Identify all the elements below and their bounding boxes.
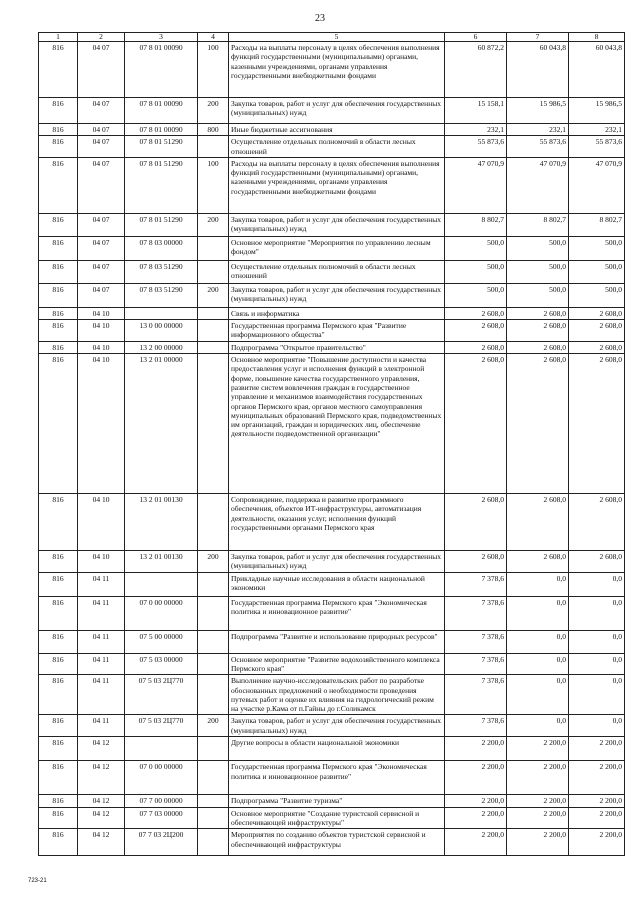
cell-c6: 55 873,6 — [445, 136, 507, 158]
cell-c3: 07 8 01 00090 — [125, 124, 198, 136]
cell-c6: 232,1 — [445, 124, 507, 136]
cell-c8: 2 200,0 — [569, 795, 625, 807]
cell-c1: 816 — [39, 807, 78, 829]
table-row — [39, 98, 625, 124]
cell-c1: 816 — [39, 341, 78, 353]
cell-c3: 07 5 03 00000 — [125, 653, 198, 675]
cell-c6: 2 608,0 — [445, 551, 507, 573]
cell-c6: 2 608,0 — [445, 354, 507, 494]
cell-c8: 0,0 — [569, 675, 625, 715]
cell-c4: 800 — [198, 124, 229, 136]
cell-c4 — [198, 737, 229, 761]
cell-c8: 55 873,6 — [569, 136, 625, 158]
table-row — [39, 494, 625, 551]
cell-c3: 13 0 00 00000 — [125, 320, 198, 342]
cell-c3: 13 2 01 00130 — [125, 494, 198, 551]
cell-c1: 816 — [39, 795, 78, 807]
cell-c5: Подпрограмма "Развитие туризма" — [229, 795, 445, 807]
cell-c2: 04 12 — [78, 737, 125, 761]
cell-c5: Закупка товаров, работ и услуг для обеспечения государственных (муниципальных) нужд — [229, 98, 445, 124]
cell-c2: 04 11 — [78, 596, 125, 630]
cell-c6: 47 070,9 — [445, 157, 507, 213]
cell-c6: 2 200,0 — [445, 761, 507, 795]
cell-c4 — [198, 260, 229, 283]
cell-c7: 2 608,0 — [507, 320, 569, 342]
cell-c2: 04 12 — [78, 761, 125, 795]
cell-c5: Осуществление отдельных полномочий в области лесных отношений — [229, 136, 445, 158]
cell-c5: Основное мероприятие "Мероприятия по управлению лесным фондом" — [229, 236, 445, 260]
cell-c3: 07 8 01 51290 — [125, 213, 198, 236]
cell-c1: 816 — [39, 124, 78, 136]
cell-c7: 232,1 — [507, 124, 569, 136]
cell-c3: 07 8 03 00000 — [125, 236, 198, 260]
cell-c3: 07 7 03 2Ц200 — [125, 829, 198, 856]
cell-c1: 816 — [39, 596, 78, 630]
cell-c6: 2 200,0 — [445, 737, 507, 761]
table-row — [39, 572, 625, 596]
cell-c1: 816 — [39, 572, 78, 596]
cell-c3: 07 0 00 00000 — [125, 596, 198, 630]
cell-c6: 7 378,6 — [445, 715, 507, 737]
cell-c1: 816 — [39, 98, 78, 124]
cell-c5: Государственная программа Пермского края "Экономическая политика и инновационное развитие" — [229, 761, 445, 795]
cell-c7: 2 608,0 — [507, 494, 569, 551]
cell-c8: 500,0 — [569, 260, 625, 283]
cell-c2: 04 07 — [78, 236, 125, 260]
cell-c8: 2 200,0 — [569, 737, 625, 761]
cell-c4 — [198, 807, 229, 829]
cell-c2: 04 10 — [78, 551, 125, 573]
cell-c4: 200 — [198, 715, 229, 737]
table-row — [39, 596, 625, 630]
cell-c3: 07 8 01 51290 — [125, 136, 198, 158]
cell-c6: 7 378,6 — [445, 572, 507, 596]
table-row — [39, 42, 625, 98]
cell-c4 — [198, 829, 229, 856]
cell-c2: 04 12 — [78, 807, 125, 829]
cell-c2: 04 12 — [78, 829, 125, 856]
cell-c8: 0,0 — [569, 630, 625, 653]
table-row — [39, 236, 625, 260]
table-row — [39, 260, 625, 283]
cell-c5: Закупка товаров, работ и услуг для обеспечения государственных (муниципальных) нужд — [229, 551, 445, 573]
table-row — [39, 136, 625, 158]
cell-c6: 7 378,6 — [445, 675, 507, 715]
cell-c6: 500,0 — [445, 236, 507, 260]
column-header: 5 — [229, 33, 445, 42]
cell-c7: 2 200,0 — [507, 807, 569, 829]
cell-c1: 816 — [39, 715, 78, 737]
cell-c2: 04 07 — [78, 213, 125, 236]
cell-c7: 500,0 — [507, 236, 569, 260]
table-row — [39, 807, 625, 829]
cell-c7: 0,0 — [507, 675, 569, 715]
cell-c1: 816 — [39, 236, 78, 260]
cell-c4 — [198, 630, 229, 653]
cell-c1: 816 — [39, 320, 78, 342]
cell-c5: Основное мероприятие "Развитие водохозяйственного комплекса Пермского края" — [229, 653, 445, 675]
cell-c3 — [125, 572, 198, 596]
cell-c8: 0,0 — [569, 715, 625, 737]
cell-c5: Прикладные научные исследования в области национальной экономики — [229, 572, 445, 596]
cell-c8: 232,1 — [569, 124, 625, 136]
cell-c8: 8 802,7 — [569, 213, 625, 236]
table-row — [39, 715, 625, 737]
cell-c7: 2 608,0 — [507, 341, 569, 353]
cell-c4 — [198, 236, 229, 260]
cell-c3: 13 2 01 00130 — [125, 551, 198, 573]
cell-c2: 04 11 — [78, 572, 125, 596]
cell-c6: 8 802,7 — [445, 213, 507, 236]
cell-c6: 7 378,6 — [445, 630, 507, 653]
cell-c2: 04 10 — [78, 494, 125, 551]
cell-c2: 04 10 — [78, 341, 125, 353]
cell-c2: 04 07 — [78, 260, 125, 283]
budget-table — [38, 32, 625, 856]
cell-c2: 04 07 — [78, 124, 125, 136]
cell-c6: 2 200,0 — [445, 829, 507, 856]
table-row — [39, 829, 625, 856]
cell-c7: 0,0 — [507, 630, 569, 653]
cell-c2: 04 11 — [78, 653, 125, 675]
cell-c4: 100 — [198, 157, 229, 213]
cell-c8: 2 200,0 — [569, 807, 625, 829]
table-row — [39, 653, 625, 675]
cell-c4: 200 — [198, 98, 229, 124]
cell-c2: 04 07 — [78, 136, 125, 158]
cell-c1: 816 — [39, 675, 78, 715]
cell-c4 — [198, 136, 229, 158]
cell-c7: 0,0 — [507, 653, 569, 675]
cell-c5: Выполнение научно-исследовательских работ по разработке обоснованных предложений о необходимости проведения путевых работ и оценке их влияния на гидрологический режим на участке р.Кама от п.Гайны до г.Соликамск — [229, 675, 445, 715]
cell-c2: 04 07 — [78, 157, 125, 213]
cell-c3 — [125, 307, 198, 319]
cell-c4 — [198, 354, 229, 494]
column-header: 4 — [198, 33, 229, 42]
cell-c1: 816 — [39, 307, 78, 319]
table-row — [39, 320, 625, 342]
cell-c5: Сопровождение, поддержка и развитие программного обеспечения, объектов ИТ-инфраструктуры, автоматизация деятельности, оказания услуг, исполнения функций государственными органами Пермского края — [229, 494, 445, 551]
cell-c7: 8 802,7 — [507, 213, 569, 236]
table-row — [39, 283, 625, 307]
cell-c1: 816 — [39, 213, 78, 236]
cell-c5: Основное мероприятие "Создание туристской сервисной и обеспечивающей инфраструктуры" — [229, 807, 445, 829]
cell-c5: Основное мероприятие "Повышение доступности и качества предоставления услуг и исполнения функций в электронной форме, повышение качества государственного управления, развитие систем вовлечения граждан в государственное управление и механизмов взаимодействия государственных органов Пермского края, органов местного самоуправления муниципальных образований Пермского края, подведомственных им организаций, граждан и юридических лиц, обеспечение деятельности подведомственной организации" — [229, 354, 445, 494]
cell-c7: 55 873,6 — [507, 136, 569, 158]
table-row — [39, 737, 625, 761]
cell-c8: 0,0 — [569, 572, 625, 596]
cell-c4 — [198, 675, 229, 715]
cell-c3: 07 5 03 2Ц770 — [125, 715, 198, 737]
cell-c6: 60 872,2 — [445, 42, 507, 98]
column-header: 6 — [445, 33, 507, 42]
table-row — [39, 761, 625, 795]
table-row — [39, 630, 625, 653]
cell-c2: 04 11 — [78, 675, 125, 715]
cell-c5: Закупка товаров, работ и услуг для обеспечения государственных (муниципальных) нужд — [229, 715, 445, 737]
table-row — [39, 675, 625, 715]
cell-c1: 816 — [39, 136, 78, 158]
cell-c8: 2 200,0 — [569, 829, 625, 856]
cell-c8: 47 070,9 — [569, 157, 625, 213]
cell-c8: 2 608,0 — [569, 320, 625, 342]
cell-c3: 07 8 01 51290 — [125, 157, 198, 213]
cell-c4: 200 — [198, 213, 229, 236]
cell-c5: Расходы на выплаты персоналу в целях обеспечения выполнения функций государственными (муниципальными) органами, казенными учреждениями, органами управления государственными внебюджетными фондами — [229, 157, 445, 213]
cell-c7: 2 608,0 — [507, 307, 569, 319]
cell-c6: 15 158,1 — [445, 98, 507, 124]
cell-c1: 816 — [39, 653, 78, 675]
cell-c7: 2 608,0 — [507, 354, 569, 494]
cell-c7: 0,0 — [507, 715, 569, 737]
cell-c8: 2 608,0 — [569, 354, 625, 494]
column-header: 1 — [39, 33, 78, 42]
cell-c8: 2 608,0 — [569, 341, 625, 353]
cell-c8: 2 608,0 — [569, 494, 625, 551]
cell-c4 — [198, 307, 229, 319]
cell-c8: 0,0 — [569, 596, 625, 630]
column-header: 8 — [569, 33, 625, 42]
cell-c4 — [198, 320, 229, 342]
cell-c7: 500,0 — [507, 283, 569, 307]
cell-c5: Государственная программа Пермского края "Экономическая политика и инновационное развитие" — [229, 596, 445, 630]
cell-c1: 816 — [39, 283, 78, 307]
cell-c7: 47 070,9 — [507, 157, 569, 213]
table-row — [39, 795, 625, 807]
cell-c1: 816 — [39, 551, 78, 573]
cell-c6: 500,0 — [445, 283, 507, 307]
cell-c1: 816 — [39, 42, 78, 98]
cell-c3: 07 5 00 00000 — [125, 630, 198, 653]
cell-c2: 04 10 — [78, 320, 125, 342]
cell-c1: 816 — [39, 829, 78, 856]
table-row — [39, 157, 625, 213]
cell-c7: 60 043,8 — [507, 42, 569, 98]
cell-c7: 2 200,0 — [507, 795, 569, 807]
cell-c3: 07 7 00 00000 — [125, 795, 198, 807]
cell-c8: 500,0 — [569, 283, 625, 307]
cell-c5: Осуществление отдельных полномочий в области лесных отношений — [229, 260, 445, 283]
column-header: 3 — [125, 33, 198, 42]
cell-c4 — [198, 494, 229, 551]
cell-c8: 2 200,0 — [569, 761, 625, 795]
cell-c4 — [198, 596, 229, 630]
footer-code: 723-21 — [28, 878, 47, 884]
cell-c3 — [125, 737, 198, 761]
table-body — [39, 42, 625, 856]
cell-c6: 2 608,0 — [445, 494, 507, 551]
cell-c2: 04 07 — [78, 283, 125, 307]
cell-c6: 7 378,6 — [445, 596, 507, 630]
cell-c6: 7 378,6 — [445, 653, 507, 675]
cell-c6: 2 608,0 — [445, 341, 507, 353]
cell-c6: 2 200,0 — [445, 795, 507, 807]
cell-c1: 816 — [39, 354, 78, 494]
cell-c7: 500,0 — [507, 260, 569, 283]
page-number: 23 — [315, 13, 325, 24]
table-row — [39, 551, 625, 573]
cell-c7: 2 200,0 — [507, 761, 569, 795]
column-header: 2 — [78, 33, 125, 42]
cell-c1: 816 — [39, 157, 78, 213]
cell-c4: 200 — [198, 283, 229, 307]
cell-c2: 04 11 — [78, 630, 125, 653]
table-row — [39, 354, 625, 494]
cell-c3: 13 2 01 00000 — [125, 354, 198, 494]
column-number-row — [39, 33, 625, 42]
cell-c5: Закупка товаров, работ и услуг для обеспечения государственных (муниципальных) нужд — [229, 283, 445, 307]
cell-c5: Другие вопросы в области национальной экономики — [229, 737, 445, 761]
cell-c2: 04 11 — [78, 715, 125, 737]
cell-c2: 04 07 — [78, 42, 125, 98]
cell-c3: 13 2 00 00000 — [125, 341, 198, 353]
cell-c4 — [198, 653, 229, 675]
cell-c3: 07 0 00 00000 — [125, 761, 198, 795]
table-row — [39, 124, 625, 136]
table-row — [39, 341, 625, 353]
cell-c5: Иные бюджетные ассигнования — [229, 124, 445, 136]
cell-c7: 0,0 — [507, 596, 569, 630]
cell-c8: 15 986,5 — [569, 98, 625, 124]
cell-c1: 816 — [39, 630, 78, 653]
cell-c3: 07 8 03 51290 — [125, 283, 198, 307]
cell-c2: 04 07 — [78, 98, 125, 124]
cell-c2: 04 10 — [78, 307, 125, 319]
cell-c4 — [198, 795, 229, 807]
cell-c1: 816 — [39, 260, 78, 283]
cell-c4 — [198, 341, 229, 353]
cell-c4: 200 — [198, 551, 229, 573]
cell-c5: Закупка товаров, работ и услуг для обеспечения государственных (муниципальных) нужд — [229, 213, 445, 236]
cell-c6: 2 200,0 — [445, 807, 507, 829]
cell-c8: 60 043,8 — [569, 42, 625, 98]
table-row — [39, 307, 625, 319]
cell-c2: 04 10 — [78, 354, 125, 494]
cell-c5: Расходы на выплаты персоналу в целях обеспечения выполнения функций государственными (муниципальными) органами, казенными учреждениями, органами управления государственными внебюджетными фондами — [229, 42, 445, 98]
cell-c7: 2 200,0 — [507, 829, 569, 856]
cell-c3: 07 5 03 2Ц770 — [125, 675, 198, 715]
cell-c5: Государственная программа Пермского края "Развитие информационного общества" — [229, 320, 445, 342]
cell-c5: Связь и информатика — [229, 307, 445, 319]
column-header: 7 — [507, 33, 569, 42]
cell-c1: 816 — [39, 494, 78, 551]
cell-c3: 07 8 03 51290 — [125, 260, 198, 283]
cell-c6: 2 608,0 — [445, 320, 507, 342]
cell-c7: 2 200,0 — [507, 737, 569, 761]
cell-c3: 07 7 03 00000 — [125, 807, 198, 829]
cell-c7: 15 986,5 — [507, 98, 569, 124]
cell-c7: 0,0 — [507, 572, 569, 596]
cell-c5: Мероприятия по созданию объектов туристской сервисной и обеспечивающей инфраструктуры — [229, 829, 445, 856]
cell-c8: 2 608,0 — [569, 551, 625, 573]
cell-c1: 816 — [39, 761, 78, 795]
cell-c5: Подпрограмма "Развитие и использование природных ресурсов" — [229, 630, 445, 653]
cell-c8: 0,0 — [569, 653, 625, 675]
cell-c7: 2 608,0 — [507, 551, 569, 573]
table-row — [39, 213, 625, 236]
cell-c3: 07 8 01 00090 — [125, 42, 198, 98]
cell-c5: Подпрограмма "Открытое правительство" — [229, 341, 445, 353]
cell-c6: 500,0 — [445, 260, 507, 283]
cell-c4: 100 — [198, 42, 229, 98]
cell-c8: 2 608,0 — [569, 307, 625, 319]
cell-c3: 07 8 01 00090 — [125, 98, 198, 124]
cell-c4 — [198, 572, 229, 596]
cell-c6: 2 608,0 — [445, 307, 507, 319]
cell-c4 — [198, 761, 229, 795]
cell-c1: 816 — [39, 737, 78, 761]
cell-c2: 04 12 — [78, 795, 125, 807]
cell-c8: 500,0 — [569, 236, 625, 260]
